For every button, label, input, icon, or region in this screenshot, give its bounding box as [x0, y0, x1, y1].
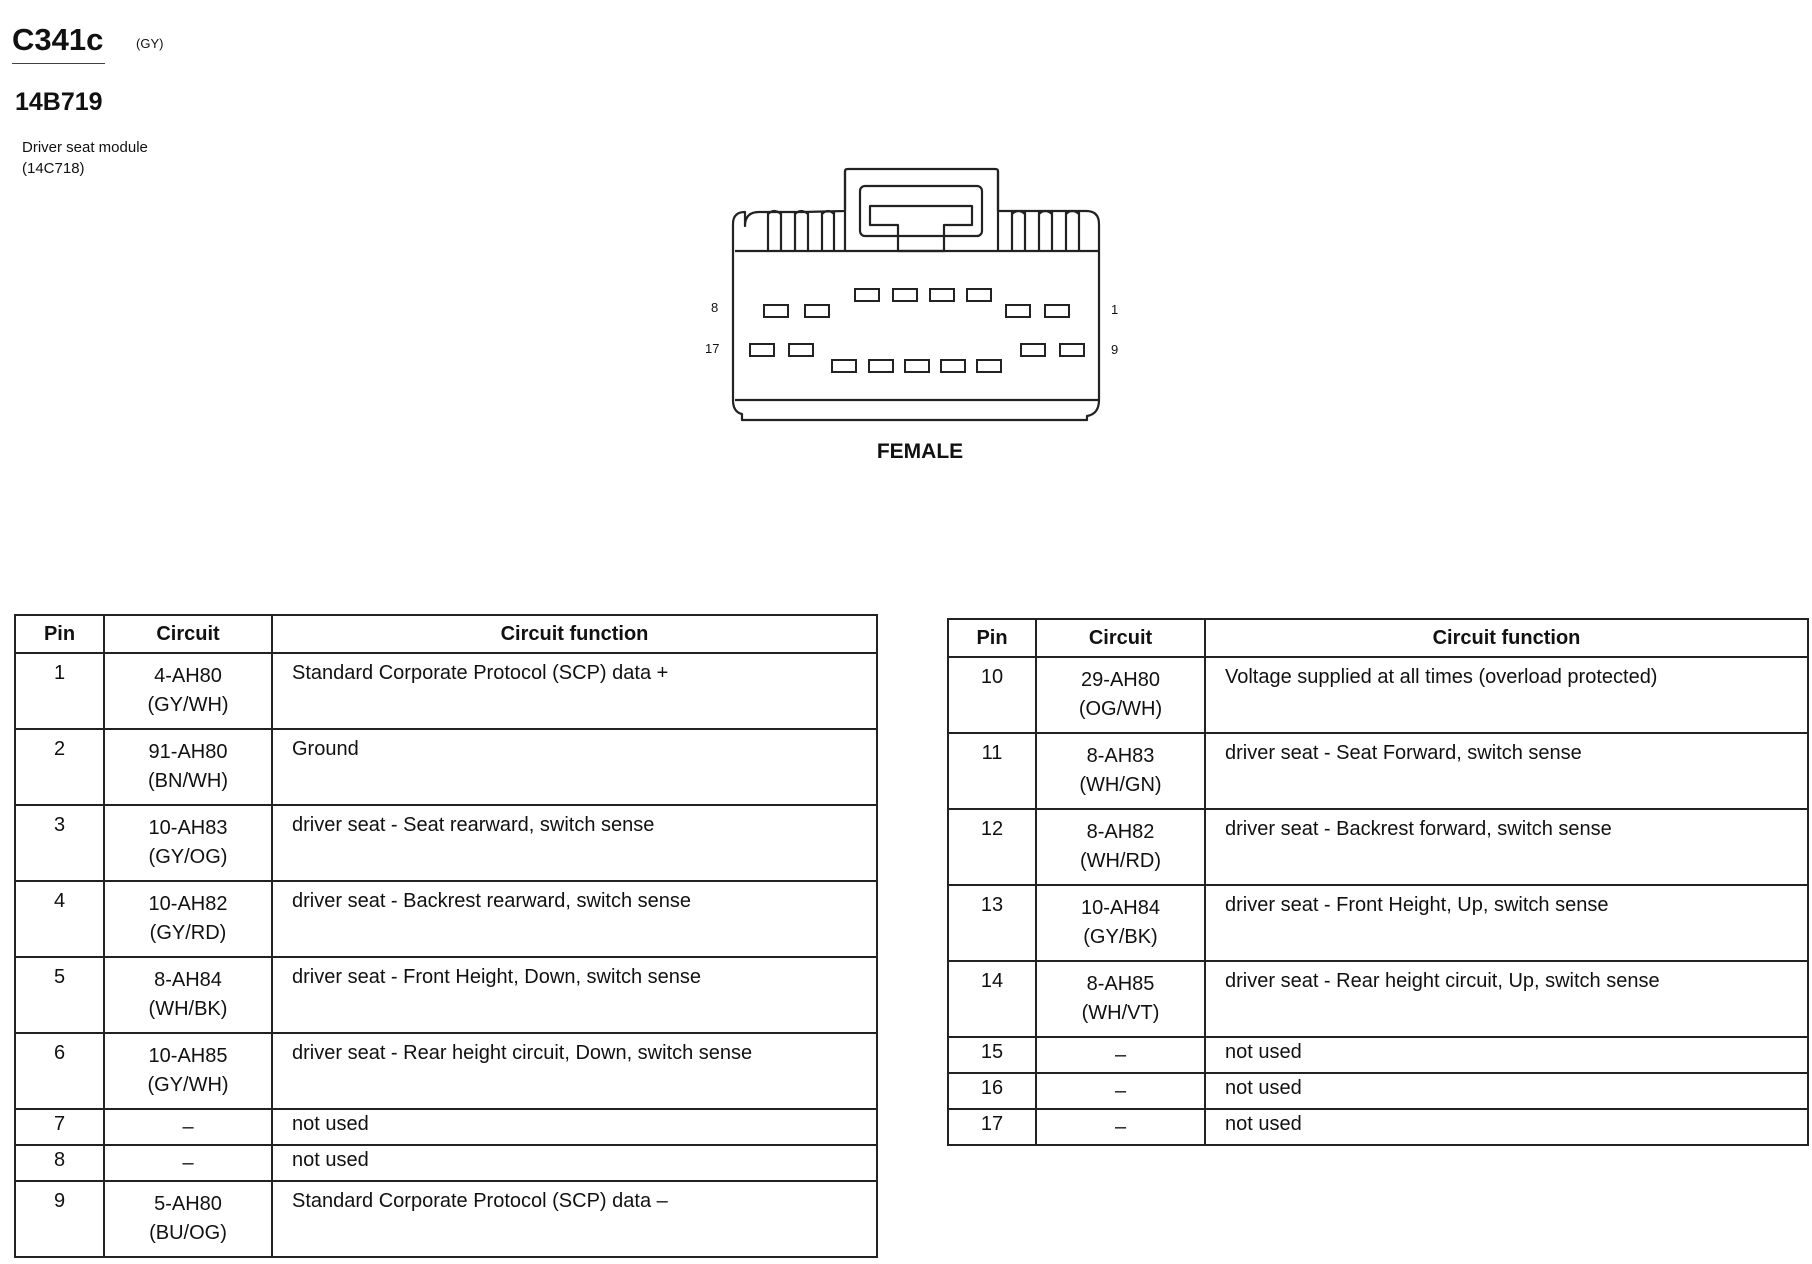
component-part-number: (14C718): [22, 160, 85, 177]
wire-color: (BU/OG): [149, 1222, 227, 1244]
circuit-id: –: [104, 1109, 272, 1145]
header-pin: Pin: [15, 615, 104, 653]
wire-color: (GY/WH): [147, 1074, 229, 1096]
circuit-id: 8-AH82: [1086, 821, 1155, 843]
pin-number: 1: [15, 653, 104, 729]
pin-number: 12: [948, 809, 1036, 885]
pin-cavity-5: [893, 289, 917, 301]
header-circuit-function: Circuit function: [1205, 619, 1808, 657]
wire-color: (GY/RD): [149, 922, 227, 944]
circuit-id: 10-AH84: [1081, 897, 1160, 919]
pin-number: 4: [15, 881, 104, 957]
pin-number: 7: [15, 1109, 104, 1145]
circuit-cell: [104, 957, 272, 1033]
circuit-id: 10-AH85: [148, 1045, 228, 1067]
table-row: [15, 957, 877, 1033]
right-ribs: [1012, 212, 1079, 251]
connector-face-diagram: [0, 0, 1812, 480]
circuit-function: [1205, 657, 1808, 733]
pin-label-bottom-left: 17: [705, 341, 720, 356]
pin-cavity-17: [750, 344, 774, 356]
circuit-function-text: not used: [292, 1113, 369, 1135]
pin-number: 11: [948, 733, 1036, 809]
wire-color: (WH/VT): [1081, 1002, 1160, 1024]
pin-label-top-right: 1: [1111, 302, 1119, 317]
circuit-function-text: driver seat - Front Height, Up, switch sense: [1225, 894, 1609, 916]
circuit-function-text: driver seat - Rear height circuit, Down, switch sense: [292, 1042, 753, 1064]
circuit-function: [1205, 809, 1808, 885]
circuit-function-text: driver seat - Front Height, Down, switch sense: [292, 966, 702, 988]
pinout-table-left: [14, 614, 878, 1258]
pin-number: 2: [15, 729, 104, 805]
pin-label-bottom-right: 9: [1111, 342, 1119, 357]
circuit-id: 8-AH84: [154, 969, 222, 991]
table-header-row: [15, 615, 877, 653]
circuit-function: [1205, 1109, 1808, 1145]
pin-label-top-left: 8: [711, 300, 719, 315]
pin-number: 5: [15, 957, 104, 1033]
circuit-function-text: Ground: [292, 738, 359, 760]
pin-cavity-15: [832, 360, 856, 372]
circuit-function-text: not used: [292, 1149, 369, 1171]
circuit-id: 5-AH80: [154, 1193, 222, 1215]
wire-color: (GY/BK): [1083, 926, 1158, 948]
pin-cavity-1: [1045, 305, 1069, 317]
circuit-function-text: not used: [1225, 1041, 1302, 1063]
pin-number: 3: [15, 805, 104, 881]
wire-color: (WH/BK): [148, 998, 228, 1020]
circuit-function: [272, 1109, 877, 1145]
wire-color: (OG/WH): [1078, 698, 1163, 720]
table-header-row: [948, 619, 1808, 657]
circuit-id: 29-AH80: [1081, 669, 1160, 691]
pin-number: 15: [948, 1037, 1036, 1073]
circuit-function: [272, 881, 877, 957]
circuit-function-text: not used: [1225, 1077, 1302, 1099]
pin-cavity-10: [1021, 344, 1045, 356]
wire-color: (GY/OG): [148, 846, 228, 868]
pin-cavity-3: [967, 289, 991, 301]
circuit-id: –: [104, 1145, 272, 1181]
circuit-id: 91-AH80: [148, 741, 228, 763]
table-row: [15, 1145, 877, 1181]
circuit-function-text: driver seat - Seat rearward, switch sense: [292, 814, 655, 836]
circuit-function: [1205, 1037, 1808, 1073]
circuit-id: –: [1036, 1109, 1205, 1145]
circuit-function-text: Voltage supplied at all times (overload protected): [1225, 666, 1658, 688]
pin-cavity-9: [1060, 344, 1084, 356]
table-row: [15, 729, 877, 805]
connector-color: (GY): [136, 36, 164, 51]
circuit-function: [272, 957, 877, 1033]
circuit-id: 4-AH80: [154, 665, 222, 687]
pin-number: 8: [15, 1145, 104, 1181]
latch-notch: [870, 206, 972, 251]
circuit-id: 10-AH83: [148, 817, 228, 839]
wire-color: (WH/RD): [1079, 850, 1162, 872]
circuit-function-text: driver seat - Seat Forward, switch sense: [1225, 742, 1582, 764]
circuit-cell: [104, 805, 272, 881]
wire-color: (GY/WH): [147, 694, 229, 716]
component-name: Driver seat module: [22, 139, 148, 156]
circuit-cell: [104, 881, 272, 957]
circuit-function-text: not used: [1225, 1113, 1302, 1135]
pinout-table-right: [947, 618, 1809, 1146]
pin-cavity-6: [855, 289, 879, 301]
circuit-function: [1205, 733, 1808, 809]
circuit-cell: [104, 653, 272, 729]
header-circuit: Circuit: [1036, 619, 1205, 657]
circuit-id: 8-AH83: [1086, 745, 1155, 767]
circuit-cell: [104, 729, 272, 805]
pin-cavity-2: [1006, 305, 1030, 317]
circuit-id: –: [1036, 1037, 1205, 1073]
table-row: [15, 653, 877, 729]
pin-number: 9: [15, 1181, 104, 1257]
circuit-function: [272, 729, 877, 805]
pin-cavity-16: [789, 344, 813, 356]
connector-id-text: C341c: [12, 22, 104, 57]
table-row: [948, 885, 1808, 961]
circuit-function-text: driver seat - Backrest forward, switch sense: [1225, 818, 1612, 840]
table-row: [15, 805, 877, 881]
table-row: [15, 1109, 877, 1145]
circuit-function: [1205, 1073, 1808, 1109]
pin-number: 13: [948, 885, 1036, 961]
pin-number: 10: [948, 657, 1036, 733]
circuit-cell: [1036, 885, 1205, 961]
table-row: [15, 1033, 877, 1109]
circuit-function-text: Standard Corporate Protocol (SCP) data –: [292, 1190, 668, 1212]
circuit-cell: [1036, 809, 1205, 885]
left-ribs: [768, 212, 834, 251]
circuit-cell: [104, 1181, 272, 1257]
circuit-function: [272, 653, 877, 729]
wire-color: (BN/WH): [148, 770, 228, 792]
latch-outline: [845, 171, 998, 251]
connector-gender-label: FEMALE: [876, 440, 964, 463]
circuit-id: 10-AH82: [148, 893, 228, 915]
pin-cavity-12: [941, 360, 965, 372]
circuit-cell: [1036, 733, 1205, 809]
pin-number: 14: [948, 961, 1036, 1037]
pin-cavity-4: [930, 289, 954, 301]
table-row: [15, 881, 877, 957]
header-circuit: Circuit: [104, 615, 272, 653]
circuit-id: 8-AH85: [1086, 973, 1155, 995]
part-number: 14B719: [15, 88, 103, 116]
wire-color: (WH/GN): [1079, 774, 1162, 796]
circuit-function: [1205, 961, 1808, 1037]
table-row: [948, 961, 1808, 1037]
circuit-function-text: Standard Corporate Protocol (SCP) data +: [292, 662, 669, 684]
pin-cavity-8: [764, 305, 788, 317]
latch-inner: [860, 186, 982, 236]
pin-number: 16: [948, 1073, 1036, 1109]
pin-cavity-13: [905, 360, 929, 372]
pin-cavity-11: [977, 360, 1001, 372]
table-row: [948, 657, 1808, 733]
circuit-function: [272, 1033, 877, 1109]
right-rib-caps: [1012, 211, 1079, 214]
table-row: [948, 1109, 1808, 1145]
header-pin: Pin: [948, 619, 1036, 657]
pin-number: 6: [15, 1033, 104, 1109]
circuit-cell: [1036, 961, 1205, 1037]
pin-number: 17: [948, 1109, 1036, 1145]
circuit-function: [272, 805, 877, 881]
header-circuit-function: Circuit function: [272, 615, 877, 653]
circuit-cell: [104, 1033, 272, 1109]
circuit-cell: [1036, 657, 1205, 733]
table-row: [948, 1037, 1808, 1073]
circuit-function: [272, 1145, 877, 1181]
circuit-function-text: driver seat - Rear height circuit, Up, switch sense: [1225, 970, 1660, 992]
circuit-function: [1205, 885, 1808, 961]
table-row: [948, 809, 1808, 885]
circuit-function-text: driver seat - Backrest rearward, switch sense: [292, 890, 692, 912]
table-row: [948, 733, 1808, 809]
table-row: [948, 1073, 1808, 1109]
table-row: [15, 1181, 877, 1257]
circuit-id: –: [1036, 1073, 1205, 1109]
pin-cavity-14: [869, 360, 893, 372]
circuit-function: [272, 1181, 877, 1257]
pin-cavity-7: [805, 305, 829, 317]
